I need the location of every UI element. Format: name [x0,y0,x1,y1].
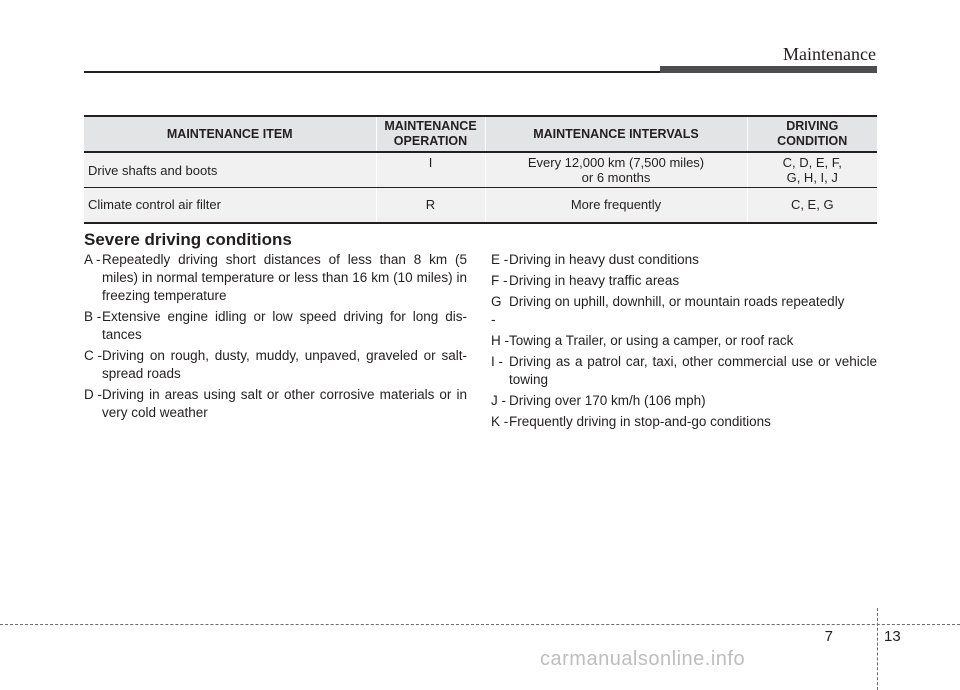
maintenance-table [84,115,877,224]
condition-item [491,353,877,389]
header-rule-thin [84,71,660,73]
condition-item [84,347,467,383]
condition-text: Repeatedly driving short distances of less than 8 km (5 miles) in normal temperature or less than 16 km (10 miles) in freezing temperature [102,252,467,303]
condition-item [491,272,877,290]
condition-letter: K - [491,414,509,429]
chapter-number: 7 [824,628,833,645]
conditions-right-column [491,251,877,434]
condition-text: Driving as a patrol car, taxi, other commercial use or vehicle towing [509,354,877,387]
condition-item [84,308,467,344]
page-number-value: 13 [884,628,901,645]
header-rule-thick [660,66,877,73]
condition-text: Frequently driving in stop-and-go conditions [509,414,771,429]
condition-line-1: C, E, G [790,197,834,213]
footer-dashed-rule [0,624,960,625]
condition-item [491,332,877,350]
cell-condition [747,152,877,188]
cell-item: Drive shafts and boots [84,152,376,188]
header-title: Maintenance [783,44,876,64]
table-header-row [84,116,877,152]
condition-letter: F - [491,273,508,288]
condition-item [491,413,877,431]
condition-text: Driving on rough, dusty, muddy, unpaved, graveled or salt-spread roads [102,348,467,381]
condition-letter: H - [491,333,509,348]
condition-letter: A - [84,252,101,267]
cell-operation: R [376,188,485,223]
condition-letter: G - [491,294,502,327]
condition-item [491,293,877,329]
cell-operation: I [376,152,485,188]
interval-line-1: Every 12,000 km (7,500 miles) [527,155,705,170]
condition-text: Towing a Trailer, or using a camper, or roof rack [509,333,794,348]
condition-letter: C - [84,348,102,363]
conditions-left-column [84,251,467,425]
condition-line-2: G, H, I, J [786,170,838,185]
cell-interval [485,188,747,223]
table-row [84,152,877,188]
interval-line-2: or 6 months [581,170,651,185]
condition-item [491,392,877,410]
col-header-intervals: MAINTENANCE INTERVALS [485,116,747,152]
condition-text: Driving over 170 km/h (106 mph) [509,393,706,408]
condition-text: Extensive engine idling or low speed driving for long dis-tances [102,309,467,342]
section-title: Severe driving conditions [84,230,292,249]
condition-text: Driving in heavy dust conditions [509,252,699,267]
condition-letter: J - [491,393,506,408]
footer-vertical-rule [877,608,878,690]
col-header-condition: DRIVING CONDITION [747,116,877,152]
condition-letter: B - [84,309,102,324]
interval-line-1: More frequently [570,197,662,213]
cell-condition [747,188,877,223]
col-header-item: MAINTENANCE ITEM [84,116,376,152]
cell-interval [485,152,747,188]
condition-item [491,251,877,269]
cell-item: Climate control air filter [84,188,376,223]
condition-letter: I - [491,354,503,369]
condition-text: Driving in areas using salt or other corrosive materials or in very cold weather [102,387,467,420]
condition-letter: D - [84,387,102,402]
condition-text: Driving in heavy traffic areas [509,273,680,288]
condition-letter: E - [491,252,509,267]
condition-line-1: C, D, E, F, [782,155,842,170]
watermark: carmanualsonline.info [540,648,746,670]
col-header-operation: MAINTENANCE OPERATION [376,116,485,152]
condition-item [84,251,467,305]
condition-item [84,386,467,422]
condition-text: Driving on uphill, downhill, or mountain roads repeatedly [509,294,845,309]
table-row [84,188,877,223]
